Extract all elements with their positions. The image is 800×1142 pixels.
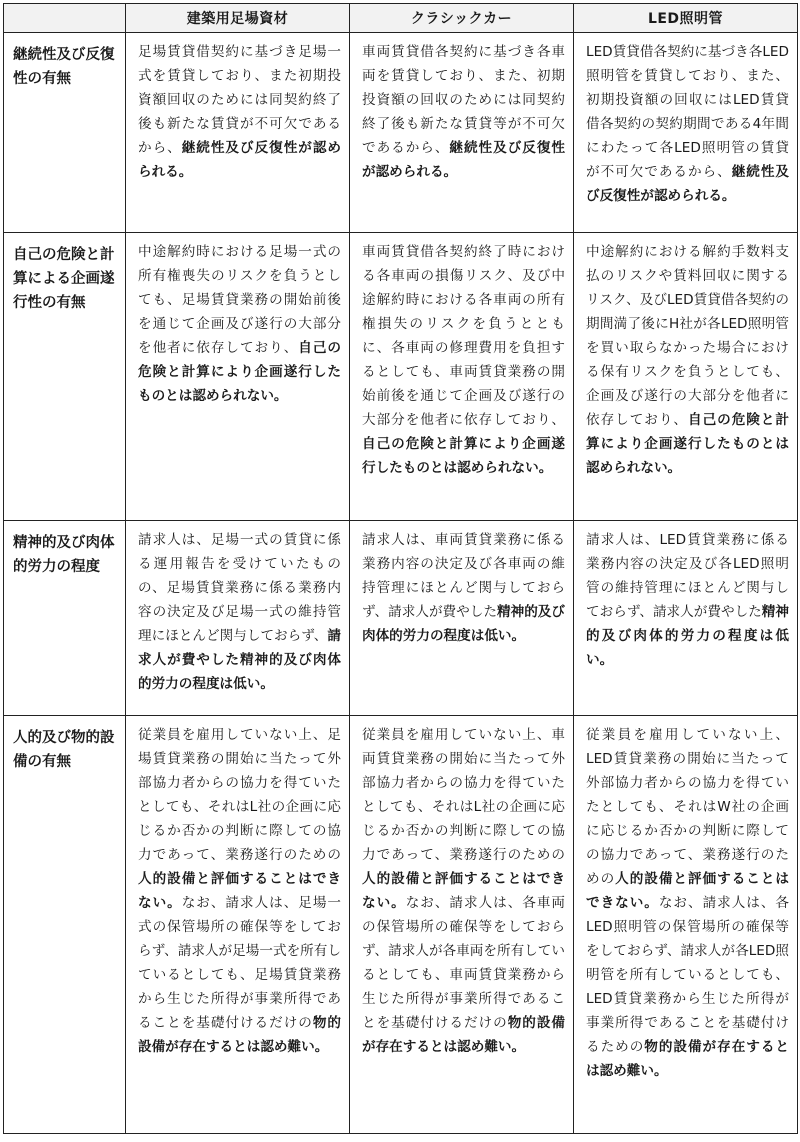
row-label: 人的及び物的設備の有無	[4, 716, 126, 1134]
cell-scaffolding	[126, 233, 350, 521]
table-row	[4, 716, 798, 1134]
cell-text: 請求人は、車両賃貸業務に係る業務内容の決定及び各車両の維持管理にほとんど関与しておらず、請求人が費やした	[362, 532, 565, 620]
cell-bold-text: 自己の危険と計算により企画遂行したものとは認められない。	[138, 340, 342, 404]
cell-led	[574, 521, 798, 716]
cell-text-mid: なお、請求人は、足場一式の保管場所の確保等をしておらず、請求人が足場一式を所有しているとしても、足場賃貸業務から生じた所得が事業所得であることを基礎付けるだけの	[138, 895, 342, 1031]
cell-text: 請求人は、LED賃貸業務に係る業務内容の決定及び各LED照明管の維持管理にほとんど関与しておらず、請求人が費やした	[586, 532, 789, 620]
cell-classic-car	[350, 33, 574, 233]
cell-text: 足場賃貸借契約に基づき足場一式を賃貸しており、また初期投資額回収のためには同契約終了後も新たな賃貸が不可欠であるから、	[138, 44, 341, 156]
cell-text: 車両賃貸借各契約終了時における各車両の損傷リスク、及び中途解約時における各車両の所有権損失のリスクを負うとともに、各車両の修理費用を負担するとしても、車両賃貸業務の開始前後を通じて企画及び遂行の大部分を他者に依存しており、	[362, 244, 565, 428]
cell-bold-text: 精神的及び肉体的労力の程度は低い。	[586, 604, 789, 668]
table-row	[4, 521, 798, 716]
cell-text: 従業員を雇用していない上、足場賃貸業務の開始に当たって外部協力者からの協力を得ていたとしても、それはL社の企画に応じるか否かの判断に際しての協力であって、業務遂行のための	[138, 727, 341, 863]
table-row	[4, 233, 798, 521]
cell-classic-car	[350, 233, 574, 521]
cell-bold-text: 継続性及び反復性が認められる。	[586, 164, 790, 204]
cell-led	[574, 716, 798, 1134]
cell-text: 中途解約における解約手数料支払のリスクや賃料回収に関するリスク、及びLED賃貸借各契約の期間満了後にH社が各LED照明管を買い取らなかった場合における保有リスクを負うとしても、企画及び遂行の大部分を他者に依存しており、	[586, 244, 789, 428]
cell-bold-text-2: 物的設備が存在するとは認め難い。	[586, 1039, 790, 1079]
cell-led	[574, 33, 798, 233]
header-col-led: LED照明管	[574, 4, 798, 33]
header-col-classic-car: クラシックカー	[350, 4, 574, 33]
cell-bold-text: 自己の危険と計算により企画遂行したものとは認められない。	[586, 412, 790, 476]
cell-bold-text: 継続性及び反復性が認められる。	[138, 140, 342, 180]
cell-classic-car	[350, 716, 574, 1134]
table-row	[4, 33, 798, 233]
cell-bold-text-2: 物的設備が存在するとは認め難い。	[362, 1015, 566, 1055]
cell-led	[574, 233, 798, 521]
cell-bold-text: 人的設備と評価することはできない。	[362, 871, 565, 911]
cell-scaffolding	[126, 521, 350, 716]
cell-text-mid: なお、請求人は、各車両の保管場所の確保等をしておらず、請求人が各車両を所有しているとしても、車両賃貸業務から生じた所得が事業所得であることを基礎付けるだけの	[362, 895, 566, 1031]
comparison-table-sheet	[3, 3, 797, 1139]
header-col-scaffolding: 建築用足場資材	[126, 4, 350, 33]
cell-text: 請求人は、足場一式の賃貸に係る運用報告を受けていたものの、足場賃貸業務に係る業務内容の決定及び足場一式の維持管理にほとんど関与しておらず、	[138, 532, 341, 644]
cell-bold-text: 自己の危険と計算により企画遂行したものとは認められない。	[362, 436, 565, 476]
header-corner	[4, 4, 126, 33]
cell-text: 従業員を雇用していない上、車両賃貸業務の開始に当たって外部協力者からの協力を得ていたとしても、それはL社の企画に応じるか否かの判断に際しての協力であって、業務遂行のための	[362, 727, 565, 863]
cell-scaffolding	[126, 716, 350, 1134]
cell-text: LED賃貸借各契約に基づき各LED照明管を賃貸しており、また、初期投資額の回収にはLED賃貸借各契約の契約期間である4年間にわたって各LED照明管の賃貸が不可欠であるから、	[586, 44, 789, 180]
row-label: 精神的及び肉体的労力の程度	[4, 521, 126, 716]
comparison-table	[3, 3, 798, 1134]
cell-bold-text: 精神的及び肉体的労力の程度は低い。	[362, 604, 566, 644]
cell-text: 従業員を雇用していない上、LED賃貸業務の開始に当たって外部協力者からの協力を得ていたとしても、それはW社の企画に応じるか否かの判断に際しての協力であって、業務遂行のための	[586, 727, 789, 887]
cell-text-mid: なお、請求人は、各LED照明管の保管場所の確保等をしておらず、請求人が各LED照明管を所有しているとしても、LED賃貸業務から生じた所得が事業所得であることを基礎付けるための	[586, 895, 790, 1055]
cell-bold-text: 人的設備と評価することはできない。	[138, 871, 341, 911]
cell-bold-text-2: 物的設備が存在するとは認め難い。	[138, 1015, 342, 1055]
row-label: 継続性及び反復性の有無	[4, 33, 126, 233]
header-row	[4, 4, 798, 33]
cell-bold-text: 継続性及び反復性が認められる。	[362, 140, 566, 180]
cell-bold-text: 人的設備と評価することはできない。	[586, 871, 790, 911]
cell-text: 中途解約時における足場一式の所有権喪失のリスクを負うとしても、足場賃貸業務の開始前後を通じて企画及び遂行の大部分を他者に依存しており、	[138, 244, 341, 356]
cell-classic-car	[350, 521, 574, 716]
row-label: 自己の危険と計算による企画遂行性の有無	[4, 233, 126, 521]
cell-text: 車両賃貸借各契約に基づき各車両を賃貸しており、また、初期投資額の回収のためには同契約終了後も新たな賃貸等が不可欠であるから、	[362, 44, 565, 156]
cell-bold-text: 請求人が費やした精神的及び肉体的労力の程度は低い。	[138, 628, 341, 692]
cell-scaffolding	[126, 33, 350, 233]
